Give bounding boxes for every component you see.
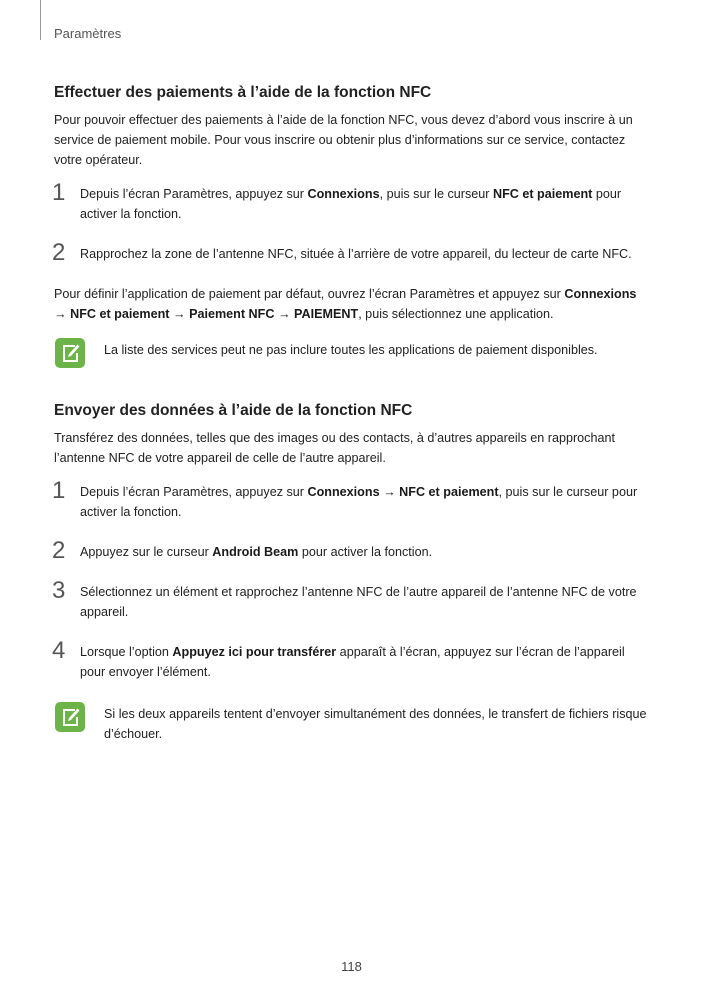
step-text: Depuis l’écran Paramètres, appuyez sur Connexions → NFC et paiement, puis sur le curseur pour activer la fonction. — [80, 485, 638, 519]
step-3 — [52, 577, 649, 622]
note-text: Si les deux appareils tentent d’envoyer simultanément des données, le transfert de fichiers risque d’échouer. — [104, 707, 647, 741]
page-header: Paramètres — [54, 26, 122, 41]
step-1 — [52, 179, 649, 224]
step-number: 3 — [52, 577, 66, 604]
step-text: Appuyez sur le curseur Android Beam pour activer la fonction. — [80, 545, 433, 559]
step-1 — [52, 477, 649, 522]
step-number: 2 — [52, 239, 66, 266]
step-number: 1 — [52, 477, 66, 504]
section-intro: Transférez des données, telles que des images ou des contacts, à d’autres appareils en rapprochant l’antenne NFC de votre appareil de celle de l’autre appareil. — [54, 431, 615, 465]
step-text: Lorsque l’option Appuyez ici pour transférer apparaît à l’écran, appuyez sur l’écran de l’appareil pour envoyer l’élément. — [80, 645, 625, 679]
note-send-data — [54, 702, 649, 744]
step-number: 2 — [52, 537, 66, 564]
header-rule — [40, 0, 41, 40]
step-number: 4 — [52, 637, 66, 664]
page-number: 118 — [341, 959, 362, 974]
section-send-data — [54, 402, 649, 744]
step-2 — [52, 537, 649, 564]
step-2 — [52, 239, 649, 266]
section-heading-payments: Effectuer des paiements à l’aide de la fonction NFC — [54, 84, 432, 101]
note-text: La liste des services peut ne pas inclure toutes les applications de paiement disponibles. — [104, 343, 598, 357]
step-text: Depuis l’écran Paramètres, appuyez sur Connexions, puis sur le curseur NFC et paiement pour activer la fonction. — [80, 187, 622, 221]
section-intro: Pour pouvoir effectuer des paiements à l’aide de la fonction NFC, vous devez d’abord vous inscrire à un service de paiement mobile. Pour vous inscrire ou obtenir plus d’informations sur ce service, contactez votre opérateur. — [54, 113, 633, 167]
section-heading-send-data: Envoyer des données à l’aide de la fonction NFC — [54, 402, 413, 419]
page-content — [54, 84, 649, 744]
step-text: Sélectionnez un élément et rapprochez l’antenne NFC de l’autre appareil de l’antenne NFC de votre appareil. — [80, 585, 637, 619]
step-text: Rapprochez la zone de l’antenne NFC, située à l’arrière de votre appareil, du lecteur de carte NFC. — [80, 247, 632, 261]
note-payments — [54, 338, 649, 372]
default-app-paragraph: Pour définir l’application de paiement par défaut, ouvrez l’écran Paramètres et appuyez sur Connexions → NFC et paiement → Paiement NFC → PAIEMENT, puis sélectionnez une application. — [54, 287, 637, 321]
note-pencil-icon — [55, 338, 85, 368]
note-pencil-icon — [55, 702, 85, 732]
step-number: 1 — [52, 179, 66, 206]
step-4 — [52, 637, 649, 682]
